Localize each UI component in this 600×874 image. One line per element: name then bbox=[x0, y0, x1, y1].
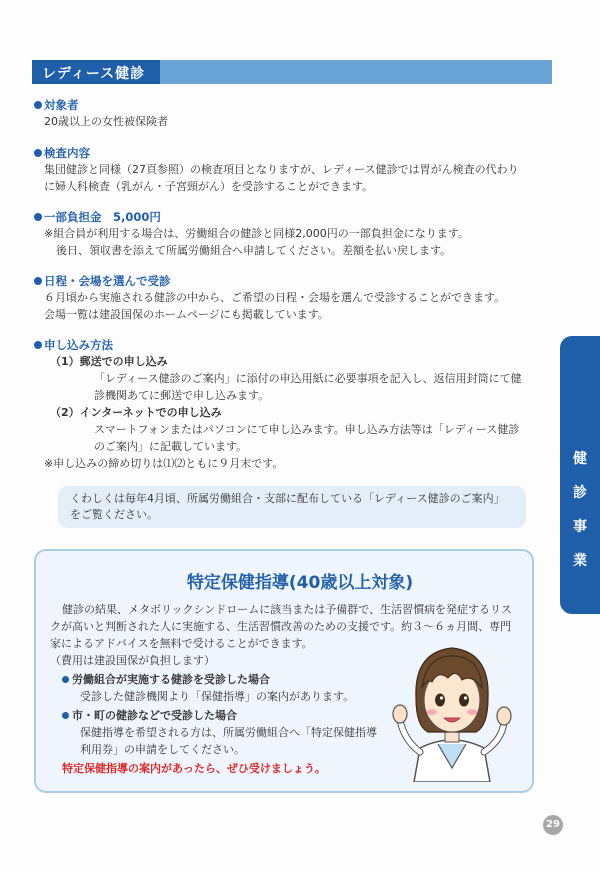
apply-net-title: （2）インターネットでの申し込み bbox=[50, 406, 222, 419]
fee-line-2: 後日、領収書を添えて所属労働組合へ申請してください。差額を払い戻します。 bbox=[56, 244, 452, 257]
guidance-intro-line-4: （費用は建設国保が負担します） bbox=[50, 654, 215, 667]
guidance-item2-line-1: 保健指導を希望される方は、所属労働組合へ「特定保健指導 bbox=[80, 726, 377, 739]
apply-deadline: ※申し込みの締め切りは⑴⑵ともに９月末です。 bbox=[44, 457, 284, 470]
side-tab-char: 健 bbox=[573, 451, 587, 467]
apply-mail-title: （1）郵送での申し込み bbox=[50, 355, 168, 368]
content-heading: 検査内容 bbox=[34, 145, 90, 161]
side-tab-char: 診 bbox=[573, 485, 587, 501]
target-heading: 対象者 bbox=[34, 97, 79, 113]
guidance-intro-line-3: 家によるアドバイスを無料で受けることができます。 bbox=[50, 637, 313, 650]
schedule-line-2: 会場一覧は建設国保のホームページにも掲載しています。 bbox=[44, 308, 329, 321]
schedule-line-1: ６月頃から実施される健診の中から、ご希望の日程・会場を選んで受診することができます。 bbox=[44, 291, 506, 304]
apply-heading: 申し込み方法 bbox=[34, 337, 113, 353]
bullet-dot-icon bbox=[34, 149, 42, 157]
schedule-heading: 日程・会場を選んで受診 bbox=[34, 273, 171, 289]
bullet-dot-icon bbox=[34, 277, 42, 285]
bullet-dot-icon bbox=[62, 712, 69, 719]
info-box-text bbox=[70, 491, 505, 523]
bullet-dot-icon bbox=[34, 101, 42, 109]
fee-heading: 一部負担金 5,000円 bbox=[34, 209, 161, 225]
target-text: 20歳以上の女性被保険者 bbox=[44, 115, 168, 128]
guidance-title: 特定保健指導(40歳以上対象) bbox=[186, 573, 414, 593]
bullet-dot-icon bbox=[34, 341, 42, 349]
fee-line-1: ※組合員が利用する場合は、労働組合の健診と同様2,000円の一部負担金になります。 bbox=[44, 227, 469, 240]
apply-mail-line-1: 「レディース健診のご案内」に添付の申込用紙に必要事項を記入し、返信用封筒にて健 bbox=[94, 372, 522, 385]
info-box bbox=[58, 486, 526, 528]
content-line-1: 集団健診と同様（27頁参照）の検査項目となりますが、レディース健診では胃がん検査の代わり bbox=[44, 163, 519, 176]
page-number: 29 bbox=[543, 815, 563, 835]
guidance-item1-title: 労働組合が実施する健診を受診した場合 bbox=[62, 671, 270, 687]
side-tab-label bbox=[560, 442, 600, 578]
guidance-cta: 特定保健指導の案内があったら、ぜひ受けましょう。 bbox=[62, 762, 326, 775]
content-line-2: に婦人科検査（乳がん・子宮頸がん）を受診することができます。 bbox=[44, 180, 374, 193]
section-title: レディース健診 bbox=[42, 66, 146, 82]
side-tab-char: 業 bbox=[573, 553, 587, 569]
guidance-item2-line-2: 利用券」の申請をしてください。 bbox=[80, 743, 245, 756]
guidance-intro-line-2: クが高いと判断された人に実施する、生活習慣改善のための支援です。約３〜６ヵ月間、専門 bbox=[50, 620, 512, 633]
apply-mail-line-2: 診機関あてに郵送で申し込みます。 bbox=[94, 389, 270, 402]
guidance-item1-text: 受診した健診機関より「保健指導」の案内があります。 bbox=[80, 690, 355, 703]
side-tab-char: 事 bbox=[573, 519, 587, 535]
apply-net-line-1: スマートフォンまたはパソコンにて申し込みます。申し込み方法等は「レディース健診 bbox=[94, 423, 520, 436]
section-title-bar bbox=[32, 60, 552, 84]
side-tab bbox=[560, 336, 600, 614]
bullet-dot-icon bbox=[62, 676, 69, 683]
info-box-line-1: くわしくは毎年4月頃、所属労働組合・支部に配布している「レディース健診のご案内」 bbox=[70, 492, 505, 505]
info-box-line-2: をご覧ください。 bbox=[70, 508, 158, 521]
guidance-intro-line-1: 健診の結果、メタボリックシンドロームに該当または予備群で、生活習慣病を発症するリス bbox=[62, 603, 512, 616]
woman-illustration bbox=[392, 640, 512, 782]
bullet-dot-icon bbox=[34, 213, 42, 221]
guidance-item2-title: 市・町の健診などで受診した場合 bbox=[62, 707, 237, 723]
apply-net-line-2: のご案内」に記載しています。 bbox=[94, 440, 248, 453]
